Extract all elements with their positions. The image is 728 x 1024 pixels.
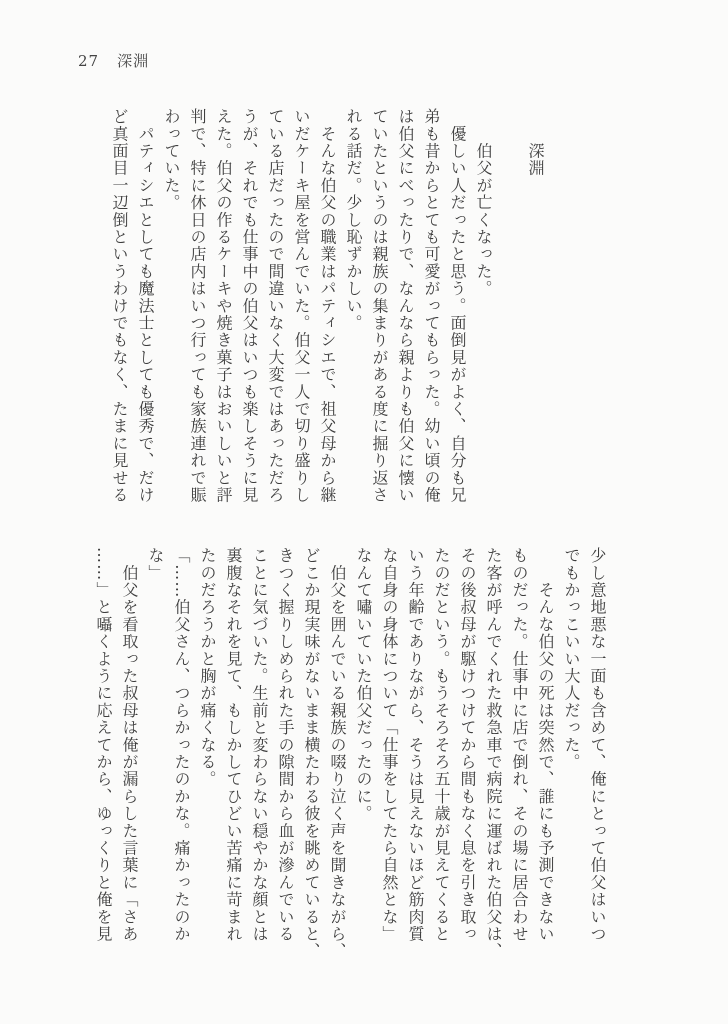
text-line: ……」と囁くように応えてから、ゆっくりと俺を見	[94, 547, 113, 943]
text-line: そんな伯父の死は突然で、誰にも予測できない	[536, 547, 555, 943]
text-line: 裏腹なそれを見て、もしかしてひどい苦痛に苛まれ	[224, 547, 243, 943]
text-line: は伯父にべったりで、なんなら親よりも伯父に懐い	[396, 108, 415, 504]
text-line: 「……伯父さん、つらかったのかな。痛かったのか	[172, 547, 191, 943]
page-number: 27	[78, 52, 100, 70]
text-line: ものだった。仕事中に店で倒れ、その場に居合わせ	[510, 547, 529, 943]
text-line: 判で、特に休日の店内はいつ行っても家族連れで賑	[188, 108, 207, 504]
text-line: たのだという。もうそろそろ五十歳が見えてくると	[432, 547, 451, 943]
running-title: 深淵	[117, 52, 150, 70]
text-line: なんて嘯いていた伯父だったのに。	[354, 547, 373, 823]
text-line: どこか現実味がないまま横たわる彼を眺めていると、	[302, 547, 321, 960]
text-line	[496, 108, 522, 530]
text-line: 伯父を看取った叔母は俺が漏らした言葉に「さあ	[120, 547, 139, 943]
page-header	[78, 50, 149, 71]
text-line: そんな伯父の職業はパティシエで、祖父母から継	[318, 108, 337, 504]
text-line: 伯父が亡くなった。	[474, 108, 493, 298]
text-line: パティシエとしても魔法士としても優秀で、だけ	[136, 108, 155, 504]
text-line: うが、それでも仕事中の伯父はいつも楽しそうに見	[240, 108, 259, 504]
text-block-lower	[90, 547, 610, 969]
text-line: 優しい人だったと思う。面倒見がよく、自分も兄	[448, 108, 467, 504]
text-line: 少し意地悪な一面も含めて、俺にとって伯父はいつ	[588, 547, 607, 943]
text-line: わっていた。	[162, 108, 181, 212]
text-line: でもかっこいい大人だった。	[562, 547, 581, 771]
text-line: いだケーキ屋を営んでいた。伯父一人で切り盛りし	[292, 108, 311, 504]
text-line: 弟も昔からとても可愛がってもらった。幼い頃の俺	[422, 108, 441, 504]
text-line: れる話だ。少し恥ずかしい。	[344, 108, 363, 332]
text-line: た客が呼んでくれた救急車で病院に運ばれた伯父は、	[484, 547, 503, 960]
text-line: たのだろうかと胸が痛くなる。	[198, 547, 217, 788]
text-line: ことに気づいた。生前と変わらない穏やかな顔とは	[250, 547, 269, 943]
text-line: ている店だったので間違いなく大変ではあっただろ	[266, 108, 285, 504]
text-line: えた。伯父の作るケーキや焼き菓子はおいしいと評	[214, 108, 233, 504]
text-line: その後叔母が駆けつけてから間もなく息を引き取っ	[458, 547, 477, 943]
text-line: ていたというのは親族の集まりがある度に掘り返さ	[370, 108, 389, 504]
text-line: ど真面目一辺倒というわけでもなく、たまに見せる	[110, 108, 129, 504]
text-line: 伯父を囲んでいる親族の啜り泣く声を聞きながら、	[328, 547, 347, 960]
text-line: いう年齢でありながら、そうは見えないほど筋肉質	[406, 547, 425, 943]
text-line: 深淵	[526, 108, 545, 177]
text-line: な自身の身体について「仕事をしてたら自然とな」	[380, 547, 399, 943]
text-block-upper	[106, 108, 548, 530]
text-line: な」	[146, 547, 165, 582]
text-line: きつく握りしめられた手の隙間から血が滲んでいる	[276, 547, 295, 943]
